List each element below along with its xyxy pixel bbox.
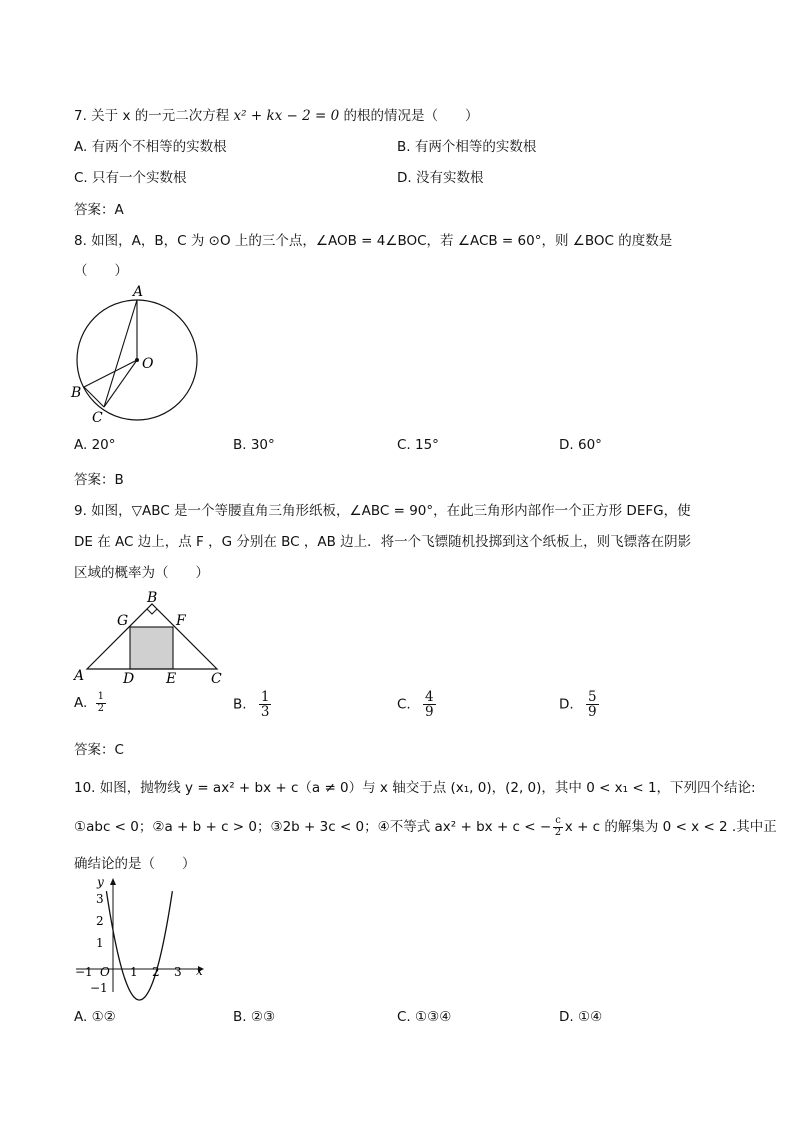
q10-stem-line2-b: x + c 的解集为 0 < x < 2 .其中正 <box>564 819 777 835</box>
q10-stem-line2 <box>74 815 777 838</box>
segment-ob <box>84 360 137 387</box>
q9-stem-line3: 区域的概率为（ ） <box>74 565 209 581</box>
q8-option-a[interactable]: A. 20° <box>74 437 116 453</box>
q10-stem-line3: 确结论的是（ ） <box>74 856 196 872</box>
q10-option-d[interactable]: D. ①④ <box>559 1009 603 1025</box>
q8-option-c[interactable]: C. 15° <box>397 437 439 453</box>
y-tick-m1: −1 <box>90 981 108 995</box>
q9-option-c-label: C. <box>397 696 411 713</box>
y-tick-3: 3 <box>96 892 104 906</box>
q9-option-d-fraction: $\frac{5}{9}$ <box>587 689 597 721</box>
y-axis-arrow <box>110 878 116 885</box>
q7-stem <box>74 104 479 124</box>
q10-stem-line2-a: ①abc < 0；②a + b + c > 0；③2b + 3c < 0；④不等式 ax² + bx + c < − <box>74 819 552 835</box>
q8-option-d[interactable]: D. 60° <box>559 437 602 453</box>
q7-option-d[interactable]: D. 没有实数根 <box>397 170 484 186</box>
label-a: A <box>133 284 144 300</box>
y-tick-1: 1 <box>96 936 104 950</box>
origin-label: O <box>100 965 110 979</box>
label-c: C <box>211 671 222 687</box>
label-g: G <box>117 613 129 629</box>
q7-answer: 答案：A <box>74 202 124 218</box>
label-b: B <box>147 590 158 606</box>
q9-option-d-label: D. <box>559 696 574 713</box>
q7-option-c[interactable]: C. 只有一个实数根 <box>74 170 187 186</box>
q8-answer: 答案：B <box>74 472 124 488</box>
q8-stem: 8. 如图，A，B，C 为 ⊙O 上的三个点，∠AOB = 4∠BOC，若 ∠ACB = 60°，则 ∠BOC 的度数是 <box>74 233 673 249</box>
q9-option-d[interactable] <box>559 690 599 719</box>
x-tick-m1: −1 <box>75 965 93 979</box>
q8-circle-figure <box>66 283 216 428</box>
q7-equation: x² + kx − 2 = 0 <box>233 108 340 124</box>
y-tick-2: 2 <box>96 914 104 928</box>
q9-option-c-fraction: $\frac{4}{9}$ <box>425 689 434 721</box>
q7-option-a[interactable]: A. 有两个不相等的实数根 <box>74 139 227 155</box>
x-label: x <box>196 964 203 978</box>
q10-option-c[interactable]: C. ①③④ <box>397 1009 452 1025</box>
q9-option-b-fraction: $\frac{1}{3}$ <box>260 689 270 721</box>
right-angle-mark <box>147 609 157 614</box>
q9-stem-line1: 9. 如图，▽ABC 是一个等腰直角三角形纸板，∠ABC = 90°，在此三角形内部作一个正方形 DEFG，使 <box>74 503 691 519</box>
label-f: F <box>176 613 186 629</box>
parabola-curve <box>106 891 172 1000</box>
q9-option-b-label: B. <box>233 696 247 713</box>
q9-stem-line2: DE 在 AC 边上，点 F ，G 分别在 BC ，AB 边上．将一个飞镖随机投掷到这个纸板上，则飞镖落在阴影 <box>74 534 692 550</box>
q10-parabola-figure <box>70 872 210 1002</box>
label-o: O <box>142 356 154 372</box>
q9-option-a-label: A. <box>74 695 88 711</box>
q8-option-b[interactable]: B. 30° <box>233 437 275 453</box>
q10-fraction-c-over-2: $\frac{c}{2}$ <box>554 815 562 838</box>
segment-ac <box>104 300 137 407</box>
x-tick-2: 2 <box>152 965 160 979</box>
label-d: D <box>123 671 135 687</box>
q10-option-a[interactable]: A. ①② <box>74 1009 116 1025</box>
q8-stem-cont: （ ） <box>74 263 128 279</box>
x-tick-3: 3 <box>174 965 182 979</box>
label-e: E <box>166 671 177 687</box>
x-tick-1: 1 <box>130 965 138 979</box>
q10-option-b[interactable]: B. ②③ <box>233 1009 276 1025</box>
q7-option-b[interactable]: B. 有两个相等的实数根 <box>397 139 537 155</box>
square-defg <box>130 627 173 669</box>
q9-option-b[interactable] <box>233 690 271 719</box>
q9-option-a-fraction: $\frac{1}{2}$ <box>97 691 104 714</box>
label-a: A <box>74 668 85 684</box>
q10-stem-line1: 10. 如图，抛物线 y = ax² + bx + c（a ≠ 0）与 x 轴交于点 (x₁, 0)，(2, 0)，其中 0 < x₁ < 1，下列四个结论: <box>74 780 756 796</box>
q7-stem-suffix: 的根的情况是（ ） <box>339 108 479 124</box>
label-c: C <box>92 410 103 426</box>
q9-triangle-figure <box>70 587 235 687</box>
q9-answer: 答案：C <box>74 742 124 758</box>
segment-bc <box>84 387 104 407</box>
q9-option-a[interactable] <box>74 692 106 714</box>
q7-stem-prefix: 7. 关于 x 的一元二次方程 <box>74 108 234 124</box>
q9-option-c[interactable] <box>397 690 436 719</box>
segment-oc <box>104 360 137 407</box>
y-label: y <box>97 875 104 889</box>
label-b: B <box>71 385 82 401</box>
center-point <box>135 358 139 362</box>
